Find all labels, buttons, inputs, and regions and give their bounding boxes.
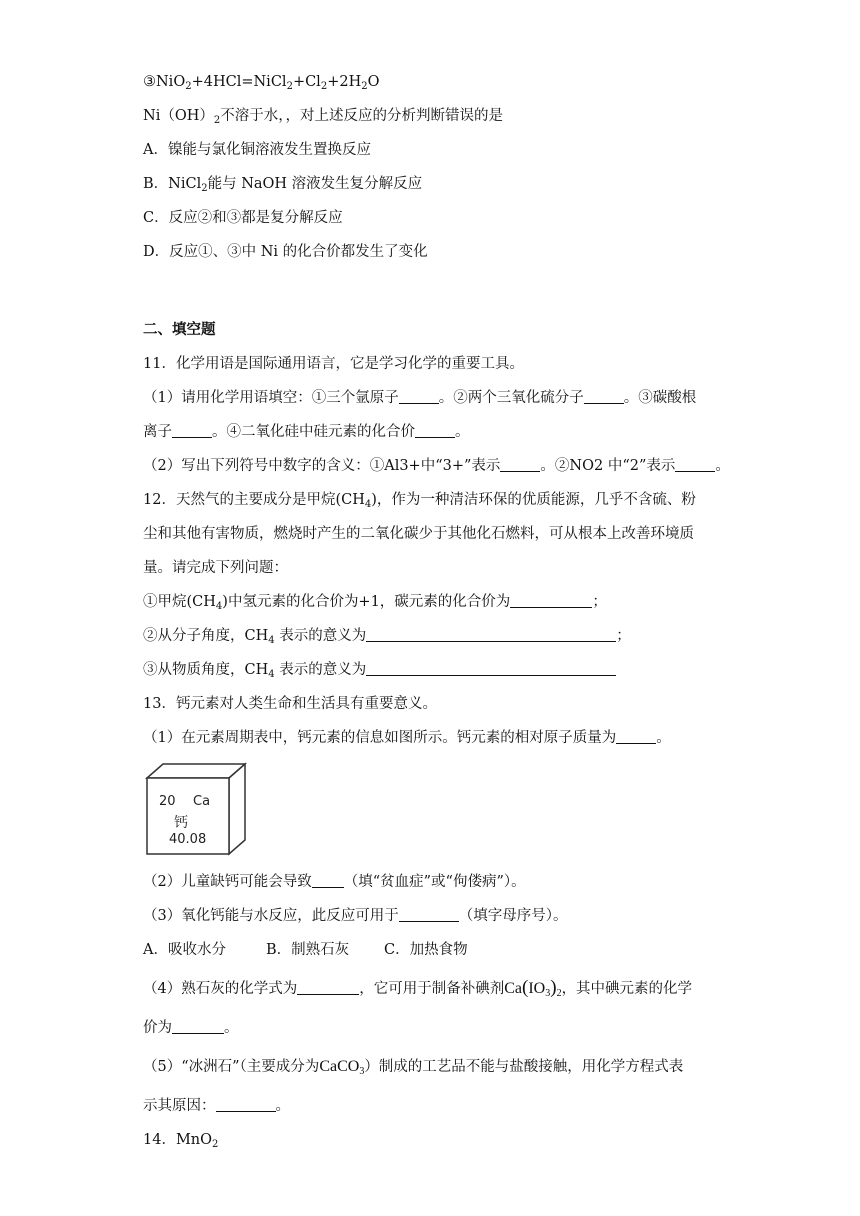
q13-part3-options [143,940,468,960]
q13-part5-line2: 示其原因： 。 [143,1098,290,1114]
q11-part2: （2）写出下列符号中数字的含义：①Al3+中“3+”表示 。②NO2 中“2”表示 。 [143,458,730,474]
atomic-mass: 40.08 [169,832,207,847]
q12-item2: ②从分子角度，$CH_4$ 表示的意义为 ； [143,628,631,646]
answer-blank[interactable] [675,457,715,472]
q10-option-d: D．反应①、③中 Ni 的化合价都发生了变化 [143,244,428,260]
answer-blank[interactable] [312,873,344,888]
answer-blank[interactable] [616,729,656,744]
answer-blank[interactable] [500,457,540,472]
q13-option-a: A．吸收水分 [143,942,226,958]
q11-stem: 11．化学用语是国际通用语言，它是学习化学的重要工具。 [143,356,524,372]
q10-option-c: C．反应②和③都是复分解反应 [143,210,343,226]
q11-part1-line2: 离子 。④二氧化硅中硅元素的化合价 。 [143,424,470,440]
calcium-element-card [145,762,247,858]
q13-option-c: C．加热食物 [384,942,468,958]
q12-item3: ③从物质角度，$CH_4$ 表示的意义为 [143,660,616,680]
q13-part2: （2）儿童缺钙可能会导致 （填“贫血症”或“佝偻病”）。 [143,874,526,890]
answer-blank[interactable] [172,1019,224,1034]
answer-blank[interactable] [399,907,459,922]
q10-equation-3: $③NiO_2+4HCl=NiCl_2+Cl_2+2H_2O$ [143,74,380,92]
atomic-number: 20 [159,794,176,809]
q10-option-a: A．镍能与氯化铜溶液发生置换反应 [143,142,371,158]
q13-part3: （3）氧化钙能与水反应，此反应可用于 （填字母序号）。 [143,908,568,924]
q13-option-b: B．制熟石灰 [266,942,350,958]
answer-blank[interactable] [399,389,439,404]
q12-stem-line2: 尘和其他有害物质，燃烧时产生的二氧化碳少于其他化石燃料，可从根本上改善环境质 [143,526,694,542]
q11-part1-line1: （1）请用化学用语填空：①三个氩原子 。②两个三氧化硫分子 。③碳酸根 [143,390,697,406]
answer-blank[interactable] [584,389,624,404]
answer-blank[interactable] [510,593,592,608]
q13-part4-line2: 价为 。 [143,1020,239,1036]
calcium-carbonate-formula: CaCO$_3$ [319,1058,365,1077]
q14-stem: 14．MnO$_2$ [143,1132,219,1150]
q12-stem-line1: 12．天然气的主要成分是甲烷$(CH_4)$，作为一种清洁环保的优质能源，几乎不含硫、粉 [143,492,696,510]
element-name: 钙 [174,815,188,831]
calcium-iodate-formula: $Ca(IO_3)_2$ [504,977,562,999]
q12-stem-line3: 量。请完成下列问题： [143,560,288,576]
answer-blank[interactable] [415,423,455,438]
q13-part1: （1）在元素周期表中，钙元素的信息如图所示。钙元素的相对原子质量为 。 [143,730,671,746]
q10-option-b: B．NiCl$_2$能与 NaOH 溶液发生复分解反应 [143,176,423,194]
answer-blank[interactable] [172,423,212,438]
answer-blank[interactable] [216,1097,276,1112]
q12-item1: ①甲烷$(CH_4)$中氢元素的化合价为+1，碳元素的化合价为 ； [143,594,607,612]
element-symbol: Ca [193,794,211,809]
section-title: 二、填空题 [143,322,216,338]
q13-stem: 13．钙元素对人类生命和生活具有重要意义。 [143,696,437,712]
q10-stem: $Ni(OH)_2$不溶于水，，对上述反应的分析判断错误的是 [143,108,503,126]
answer-blank[interactable] [366,627,616,642]
answer-blank[interactable] [297,980,359,995]
q13-part5-line1: （5）“冰洲石”（主要成分为CaCO$_3$）制成的工艺品不能与盐酸接触，用化学方程式表 [143,1058,684,1077]
q13-part4-line1: （4）熟石灰的化学式为 ，它可用于制备补碘剂$Ca(IO_3)_2$，其中碘元素的化学 [143,977,693,999]
answer-blank[interactable] [366,661,616,676]
